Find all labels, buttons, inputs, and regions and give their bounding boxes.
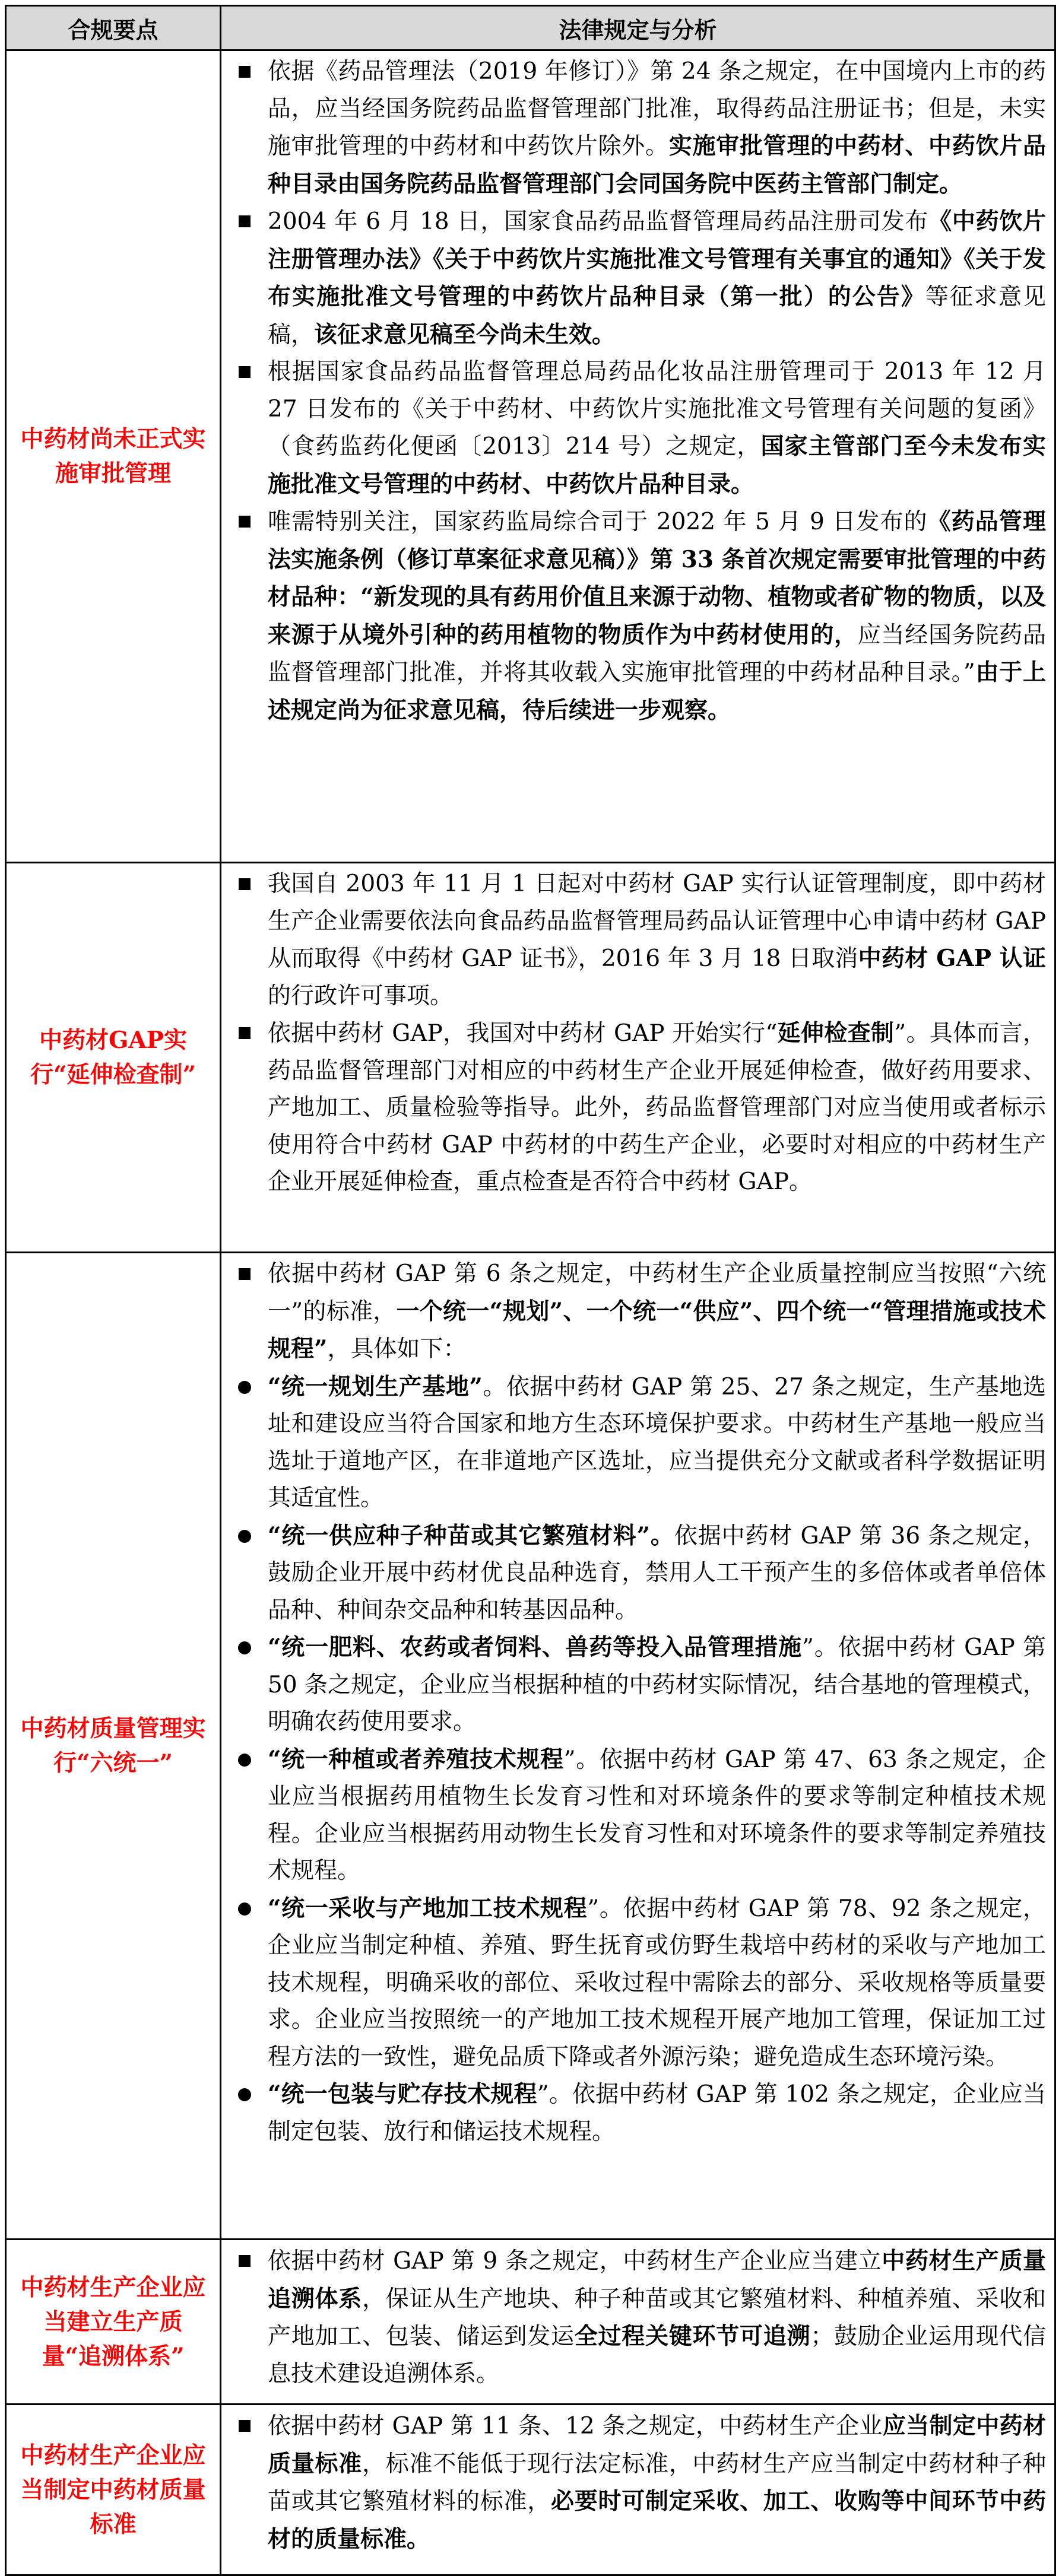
text-segment: 。依据中药材 GAP 第 25、27 条之规定，生产基地选址和建设应当符合国家和地方生态环境保护要求。中药材生产基地一般应当选址于道地产区，在非道地产区选址，应当提供充分文献或者科学数据证明其适宜性。 <box>268 1373 1046 1511</box>
bold-text-segment: 该征求意见稿至今尚未生效。 <box>314 320 616 348</box>
list-item <box>221 53 1046 203</box>
bold-text-segment: “统一规划生产基地” <box>268 1373 483 1400</box>
bold-text-segment: 中药材 GAP 认证 <box>858 945 1046 972</box>
text-segment: 依据中药材 GAP 第 9 条之规定，中药材生产企业应当建立 <box>268 2248 882 2275</box>
square-bullet-icon <box>221 2407 268 2558</box>
item-text <box>268 1015 1046 1201</box>
bold-text-segment: 实施审批管理的中药材、中药饮片品种目录由国务院药品监督管理部门会同国务院中医药主管部门制定。 <box>268 132 1046 198</box>
table-row <box>7 1253 1054 2240</box>
text-segment: ，具体如下： <box>327 1336 467 1362</box>
list-item <box>221 866 1046 1015</box>
bold-text-segment: 由于上述规定尚为征求意见稿，待后续进一步观察。 <box>268 659 1046 724</box>
round-bullet-icon <box>221 2076 268 2151</box>
item-text <box>268 503 1046 729</box>
item-text <box>268 1629 1046 1741</box>
list-item <box>221 1629 1046 1741</box>
row-content <box>221 2405 1054 2574</box>
text-segment: ”。具体而言，药品监督管理部门对相应的中药材生产企业开展延伸检查，做好药用要求、产地加工、质量检验等指导。此外，药品监督管理部门对应当使用或者标示使用符合中药材 GAP 中药材的中药生产企业，必要时对相应的中药材生产企业开展延伸检查，重点检查是否符合中药材 GAP。 <box>268 1020 1046 1195</box>
bold-text-segment: “统一供应种子种苗或其它繁殖材料”。 <box>268 1522 674 1549</box>
bold-text-segment: 延伸检查制 <box>777 1019 895 1047</box>
text-segment: 依据中药材 GAP 第 6 条之规定，中药材生产企业质量控制应当按照“六统一”的标准， <box>268 1260 1046 1325</box>
bold-text-segment: 应当制定中药材质量标准 <box>268 2412 1046 2477</box>
text-segment: 唯需特别关注，国家药监局综合司于 2022 年 5 月 9 日发布的 <box>268 509 928 535</box>
item-text <box>268 866 1046 1015</box>
table-header-row <box>7 7 1054 51</box>
bold-text-segment: 全过程关键环节可追溯 <box>574 2323 811 2350</box>
bold-text-segment: “统一采收与产地加工技术规程 <box>268 1894 588 1922</box>
list-item <box>221 203 1046 354</box>
round-bullet-icon <box>221 1517 268 1630</box>
bold-text-segment: “统一种植或者养殖技术规程 <box>268 1745 564 1773</box>
round-bullet-icon <box>221 1890 268 2076</box>
square-bullet-icon <box>221 203 268 354</box>
list-item <box>221 354 1046 503</box>
list-item <box>221 1256 1046 1368</box>
table-row <box>7 51 1054 863</box>
list-item <box>221 1890 1046 2076</box>
bold-text-segment: 国家主管部门至今未发布实施批准文号管理的中药材、中药饮片品种目录。 <box>268 433 1046 498</box>
text-segment: ”。依据中药材 GAP 第 50 条之规定，企业应当根据种植的中药材实际情况，结合基地的管理模式，明确农药使用要求。 <box>268 1634 1046 1735</box>
row-content <box>221 2240 1054 2403</box>
text-segment: 依据《药品管理法（2019 年修订）》第 24 条之规定，在中国境内上市的药品，应当经国务院药品监督管理部门批准，取得药品注册证书；但是，未实施审批管理的中药材和中药饮片除外。 <box>268 58 1046 160</box>
bold-text-segment: 必要时可制定采收、加工、收购等中间环节中药材的质量标准。 <box>268 2488 1046 2553</box>
square-bullet-icon <box>221 53 268 203</box>
round-bullet-icon <box>221 1741 268 1890</box>
square-bullet-icon <box>221 354 268 503</box>
item-text <box>268 2076 1046 2151</box>
list-item <box>221 1368 1046 1517</box>
round-bullet-icon <box>221 1368 268 1517</box>
table-row <box>7 2240 1054 2405</box>
text-segment: 等征求意见稿， <box>268 284 1046 348</box>
text-segment: 依据中药材 GAP 第 36 条之规定，鼓励企业开展中药材优良品种选育，禁用人工干预产生的多倍体或者单倍体品种、种间杂交品种和转基因品种。 <box>268 1522 1046 1624</box>
text-segment: ”。依据中药材 GAP 第 47、63 条之规定，企业应当根据药用植物生长发育习性和对环境条件的要求等制定种植技术规程。企业应当根据药用动物生长发育习性和对环境条件的要求等制定养殖技术规程。 <box>268 1746 1046 1884</box>
list-item <box>221 1517 1046 1630</box>
header-compliance-points: 合规要点 <box>7 7 221 49</box>
compliance-table <box>5 5 1056 2576</box>
text-segment: 2004 年 6 月 18 日，国家食品药品监督管理局药品注册司发布 <box>268 208 929 235</box>
bold-text-segment: 一个统一“规划”、一个统一“供应”、四个统一“管理措施或技术规程” <box>268 1297 1046 1362</box>
text-segment: 我国自 2003 年 11 月 1 日起对中药材 GAP 实行认证管理制度，即中药材生产企业需要依法向食品药品监督管理局药品认证管理中心申请中药材 GAP 从而取得《中药材 GAP 证书》，2016 年 3 月 18 日取消 <box>268 871 1046 972</box>
text-segment: 应当经国务院药品监督管理部门批准，并将其收载入实施审批管理的中药材品种目录。” <box>268 621 1046 686</box>
text-segment: 依据中药材 GAP，我国对中药材 GAP 开始实行“ <box>268 1020 778 1047</box>
square-bullet-icon <box>221 866 268 1015</box>
row-content <box>221 1253 1054 2238</box>
row-label: 中药材生产企业应当制定中药材质量标准 <box>7 2405 221 2574</box>
header-legal-analysis: 法律规定与分析 <box>559 17 717 43</box>
text-segment: ”。依据中药材 GAP 第 78、92 条之规定，企业应当制定种植、养殖、野生抚育或仿野生栽培中药材的采收与产地加工技术规程，明确采收的部位、采收过程中需除去的部分、采收规格等质量要求。企业应当按照统一的产地加工技术规程开展产地加工管理，保证加工过程方法的一致性，避免品质下降或者外源污染；避免造成生态环境污染。 <box>268 1895 1046 2070</box>
row-label: 中药材质量管理实行“六统一” <box>7 1253 221 2238</box>
item-text <box>268 1256 1046 1368</box>
list-item <box>221 503 1046 729</box>
bold-text-segment: “统一包装与贮存技术规程 <box>268 2081 537 2108</box>
square-bullet-icon <box>221 2243 268 2393</box>
text-segment: ；鼓励企业运用现代信息技术建设追溯体系。 <box>268 2323 1046 2387</box>
row-label: 中药材尚未正式实施审批管理 <box>7 51 221 862</box>
item-text <box>268 1368 1046 1517</box>
list-item <box>221 1015 1046 1201</box>
row-label: 中药材GAP实行“延伸检查制” <box>7 863 221 1252</box>
item-text <box>268 203 1046 354</box>
text-segment: ，标准不能低于现行法定标准，中药材生产应当制定中药材种子种苗或其它繁殖材料的标准， <box>268 2450 1046 2515</box>
square-bullet-icon <box>221 1015 268 1201</box>
bold-text-segment: “统一肥料、农药或者饲料、兽药等投入品管理措施 <box>268 1634 803 1661</box>
text-segment: 依据中药材 GAP 第 11 条、12 条之规定，中药材生产企业 <box>268 2413 883 2440</box>
item-text <box>268 2243 1046 2393</box>
list-item <box>221 2076 1046 2151</box>
square-bullet-icon <box>221 1256 268 1368</box>
row-content <box>221 51 1054 862</box>
text-segment: ”。依据中药材 GAP 第 102 条之规定，企业应当制定包装、放行和储运技术规程。 <box>268 2081 1046 2145</box>
bold-text-segment: 《中药饮片注册管理办法》《关于中药饮片实施批准文号管理有关事宜的通知》《关于发布实施批准文号管理的中药饮片品种目录（第一批）的公告》 <box>268 208 1046 310</box>
list-item <box>221 2407 1046 2558</box>
bold-text-segment: 中药材生产质量追溯体系 <box>268 2247 1046 2313</box>
row-content <box>221 863 1054 1252</box>
round-bullet-icon <box>221 1629 268 1741</box>
text-segment: ，保证从生产地块、种子种苗或其它繁殖材料、种植养殖、采收和产地加工、包装、储运到发运 <box>268 2285 1046 2350</box>
item-text <box>268 53 1046 203</box>
square-bullet-icon <box>221 503 268 729</box>
text-segment: 根据国家食品药品监督管理总局药品化妆品注册管理司于 2013 年 12 月 27 日发布的《关于中药材、中药饮片实施批准文号管理有关问题的复函》（食药监药化便函〔2013〕214 号）之规定， <box>268 358 1046 460</box>
table-row <box>7 863 1054 1253</box>
item-text <box>268 2407 1046 2558</box>
item-text <box>268 1741 1046 1890</box>
bold-text-segment: 《药品管理法实施条例（修订草案征求意见稿）》第 33 条首次规定需要审批管理的中药材品种：“新发现的具有药用价值且来源于动物、植物或者矿物的物质，以及来源于从境外引种的药用植物的物质作为中药材使用的， <box>268 508 1046 649</box>
list-item <box>221 1741 1046 1890</box>
list-item <box>221 2243 1046 2393</box>
table-row <box>7 2405 1054 2574</box>
item-text <box>268 1517 1046 1630</box>
row-label: 中药材生产企业应当建立生产质量“追溯体系” <box>7 2240 221 2403</box>
item-text <box>268 1890 1046 2076</box>
text-segment: 的行政许可事项。 <box>268 982 454 1009</box>
item-text <box>268 354 1046 503</box>
